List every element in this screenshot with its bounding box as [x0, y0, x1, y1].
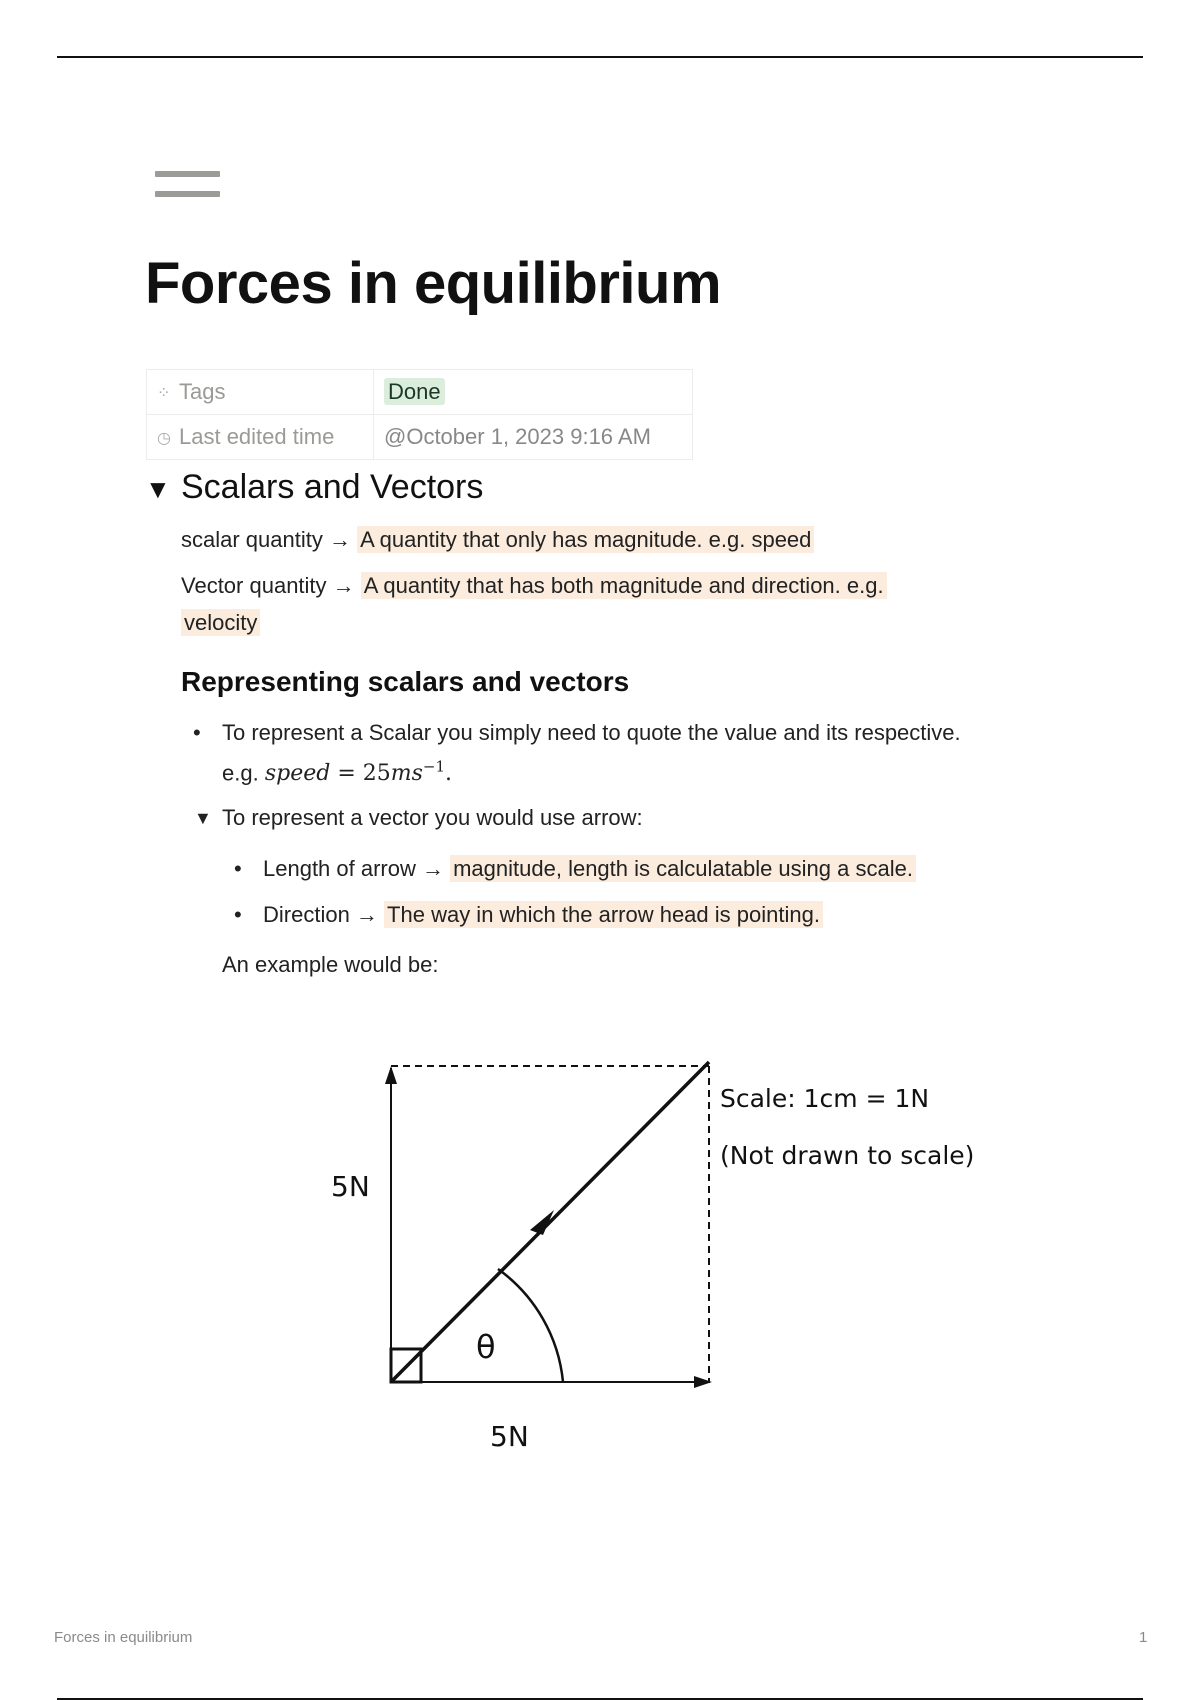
scalar-highlight: A quantity that only has magnitude. e.g. speed — [357, 526, 814, 553]
properties-table — [146, 369, 693, 460]
clock-icon: ◷ — [157, 430, 171, 448]
loading-icon: ⁘ — [157, 385, 171, 403]
footer-page-number: 1 — [1139, 1629, 1148, 1646]
toggle-triangle-icon[interactable]: ▼ — [145, 474, 171, 504]
property-row-tags — [147, 370, 693, 415]
property-value-cell[interactable] — [374, 370, 693, 415]
vector-highlight: A quantity that has both magnitude and direction. e.g. — [361, 572, 887, 599]
vertical-label: 5N — [331, 1170, 370, 1203]
bullet-highlight: The way in which the arrow head is pointing. — [384, 901, 823, 928]
angle-label: θ — [476, 1328, 496, 1366]
bullet-term: Length of arrow → — [263, 856, 444, 881]
property-row-last-edited — [147, 415, 693, 460]
bullet-dot-icon: • — [234, 902, 242, 927]
property-value-cell — [374, 415, 693, 460]
bullet-dot-icon: • — [193, 720, 201, 745]
vector-term: Vector quantity → — [181, 573, 355, 598]
property-name-cell — [147, 415, 374, 460]
toggle-triangle-icon[interactable]: ▼ — [194, 808, 212, 828]
footer-title: Forces in equilibrium — [54, 1629, 193, 1646]
bullet-highlight: magnitude, length is calculatable using a scale. — [450, 855, 916, 882]
vector-highlight-cont: velocity — [181, 609, 260, 636]
list-item-direction — [234, 898, 823, 932]
last-edited-value: @October 1, 2023 9:16 AM — [384, 424, 651, 449]
page-title: Forces in equilibrium — [145, 251, 722, 316]
vector-diagram — [300, 1040, 1000, 1460]
vector-definition — [181, 567, 1001, 641]
bullet-dot-icon: • — [234, 856, 242, 881]
list-item-length — [234, 852, 916, 886]
bullet-term: Direction → — [263, 902, 378, 927]
bullet-text: To represent a vector you would use arrow: — [222, 805, 643, 830]
page-icon — [155, 171, 220, 211]
math-expression: speed = $25ms^{-1}$. — [264, 758, 453, 787]
top-rule — [57, 56, 1143, 58]
property-name: Tags — [179, 379, 226, 404]
list-item-scalar — [193, 716, 1102, 791]
scale-note: Scale: 1cm = 1N — [720, 1084, 930, 1113]
scalar-term: scalar quantity → — [181, 527, 351, 552]
bullet-prefix: e.g. — [222, 760, 259, 786]
horizontal-label: 5N — [490, 1420, 529, 1453]
toggle-item-vector[interactable] — [194, 801, 643, 835]
property-name: Last edited time — [179, 424, 335, 449]
property-name-cell — [147, 370, 374, 415]
not-to-scale-note: (Not drawn to scale) — [720, 1141, 975, 1170]
section-heading-text: Scalars and Vectors — [181, 468, 484, 506]
section-heading[interactable] — [145, 468, 483, 507]
status-tag[interactable]: Done — [384, 378, 445, 405]
bullet-text: To represent a Scalar you simply need to quote the value and its respective. — [222, 720, 961, 745]
example-label: An example would be: — [222, 952, 439, 977]
subheading: Representing scalars and vectors — [181, 666, 630, 697]
scalar-definition — [181, 521, 814, 558]
angle-arc — [498, 1269, 563, 1382]
